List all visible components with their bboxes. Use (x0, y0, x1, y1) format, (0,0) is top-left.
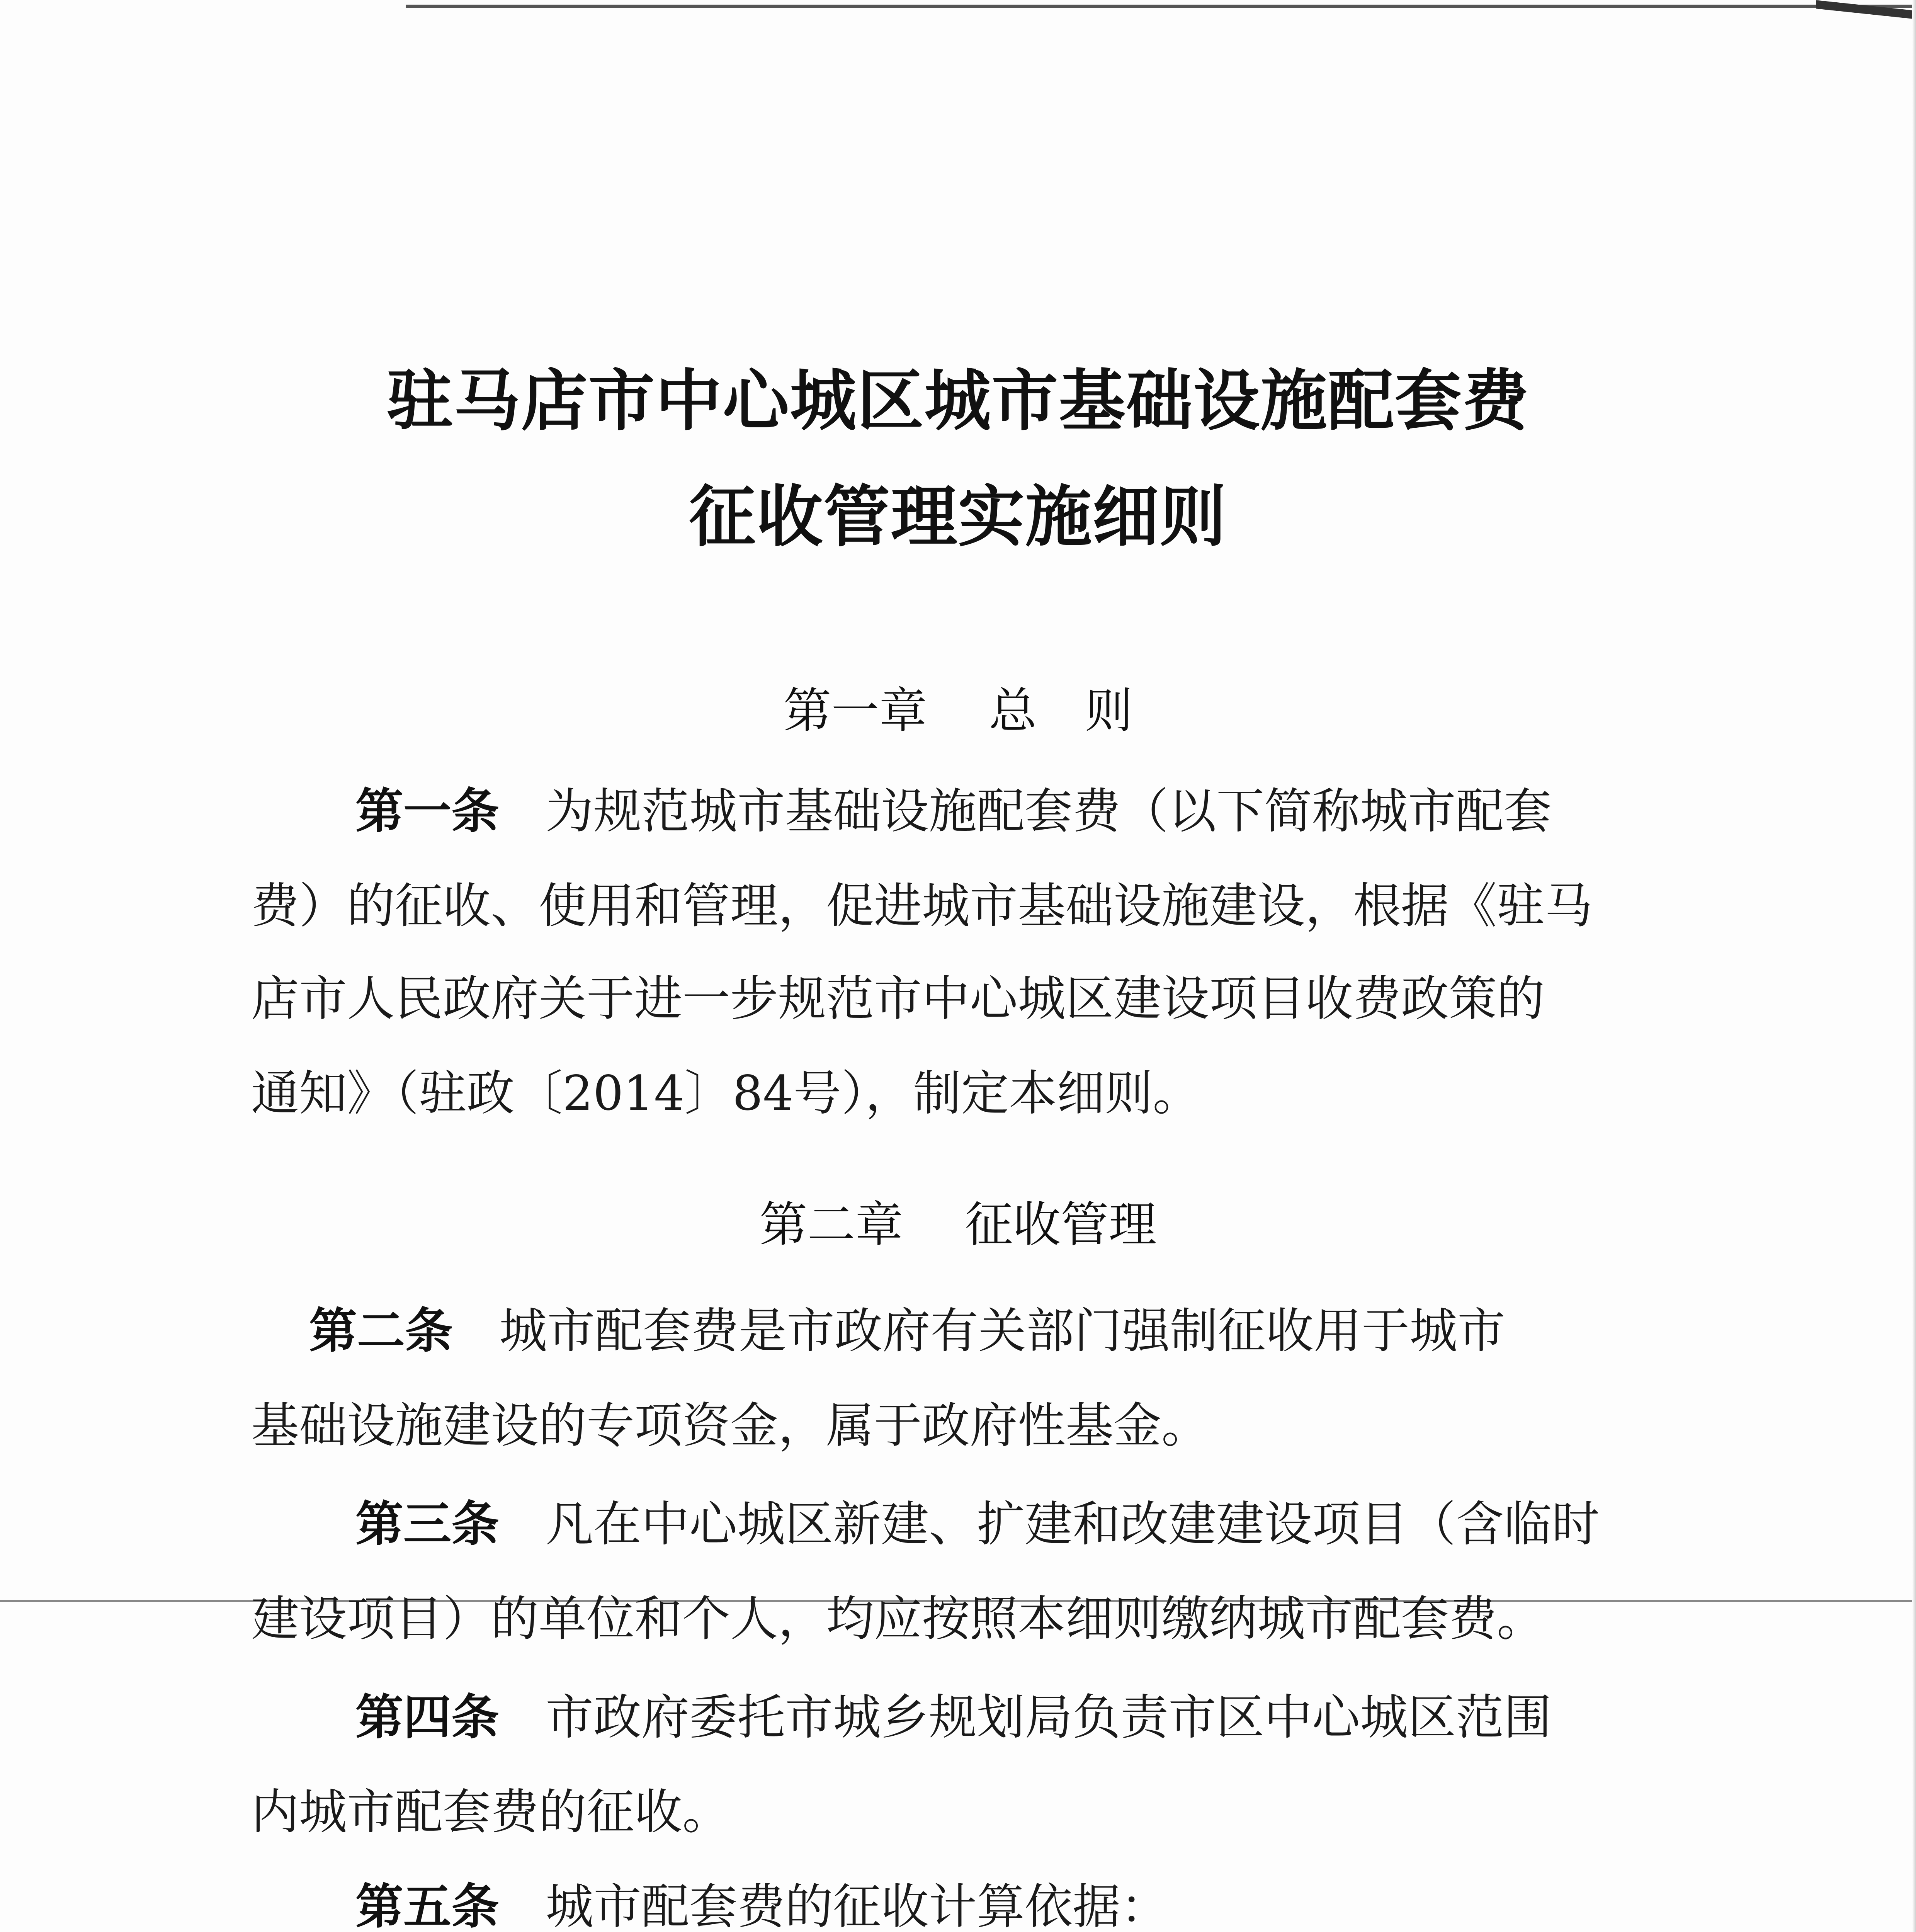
chapter-2-heading (0, 1186, 1916, 1255)
article-3-text1: 凡在中心城区新建、扩建和改建建设项目（含临时 (546, 1497, 1600, 1552)
article-1-text1: 为规范城市基础设施配套费（以下简称城市配套 (546, 784, 1552, 839)
chapter-2-name: 征收管理 (965, 1197, 1157, 1253)
scan-artifact-top-line (406, 5, 1916, 8)
chapter-1-number: 第一章 (783, 683, 927, 739)
article-2-label: 第二条 (309, 1303, 453, 1359)
article-5-line1 (355, 1878, 1168, 1932)
article-1-line3: 店市人民政府关于进一步规范市中心城区建设项目收费政策的 (251, 971, 1545, 1027)
article-1-line4: 通知》（驻政〔2014〕84号），制定本细则。 (251, 1066, 1201, 1121)
article-3-line1 (355, 1495, 1600, 1553)
article-5-text1: 城市配套费的征收计算依据： (546, 1879, 1169, 1932)
article-3-label: 第三条 (355, 1497, 500, 1552)
scan-artifact-right-edge (1912, 0, 1916, 1932)
scan-artifact-top-corner (1816, 0, 1916, 19)
article-4-line1 (355, 1689, 1552, 1747)
chapter-2-number: 第二章 (759, 1197, 903, 1253)
article-5-label: 第五条 (355, 1879, 500, 1932)
article-2-text1: 城市配套费是市政府有关部门强制征收用于城市 (499, 1303, 1506, 1359)
article-1-line2: 费）的征收、使用和管理，促进城市基础设施建设，根据《驻马 (251, 878, 1593, 934)
document-title-line1: 驻马店市中心城区城市基础设施配套费 (386, 362, 1530, 440)
chapter-1-heading (0, 672, 1916, 741)
article-4-text1: 市政府委托市城乡规划局负责市区中心城区范围 (546, 1690, 1552, 1745)
document-title-line2: 征收管理实施细则 (689, 478, 1227, 556)
article-1-label: 第一条 (355, 784, 500, 839)
article-4-label: 第四条 (355, 1690, 500, 1745)
chapter-1-name: 总 则 (989, 683, 1133, 739)
article-2-line2: 基础设施建设的专项资金，属于政府性基金。 (251, 1398, 1210, 1454)
article-4-line2: 内城市配套费的征收。 (251, 1784, 731, 1840)
article-2-line1 (309, 1302, 1505, 1360)
article-3-line2: 建设项目）的单位和个人，均应按照本细则缴纳城市配套费。 (251, 1591, 1545, 1647)
article-1-line1 (355, 782, 1552, 840)
